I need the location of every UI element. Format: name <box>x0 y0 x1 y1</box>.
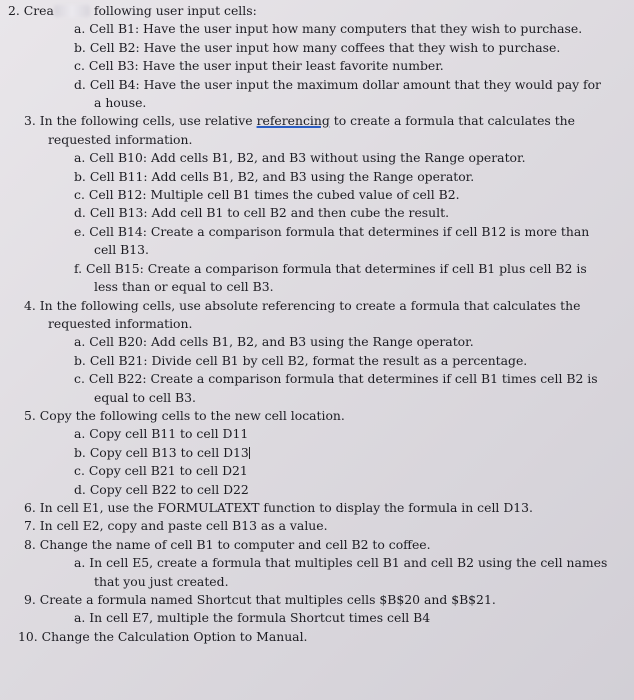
obscured-region <box>54 5 90 17</box>
list-item: d. Copy cell B22 to cell D22 <box>74 481 249 497</box>
list-item: a. Cell B20: Add cells B1, B2, and B3 using the Range operator. <box>74 334 474 350</box>
q7-heading: 7. In cell E2, copy and paste cell B13 as a value. <box>24 518 328 534</box>
list-item-continuation: cell B13. <box>94 242 149 258</box>
q6-heading: 6. In cell E1, use the FORMULATEXT function to display the formula in cell D13. <box>24 499 533 515</box>
list-item: a. In cell E5, create a formula that multiples cell B1 and cell B2 using the cell names <box>74 555 608 571</box>
q2-rest: following user input cells: <box>93 3 257 18</box>
referencing-link: referencing <box>256 113 330 129</box>
q8-heading: 8. Change the name of cell B1 to computer and cell B2 to coffee. <box>24 536 431 552</box>
q9-heading: 9. Create a formula named Shortcut that multiples cells $B$20 and $B$21. <box>24 592 496 607</box>
q3-heading-continuation: requested information. <box>48 131 193 147</box>
list-item: c. Cell B3: Have the user input their least favorite number. <box>74 58 444 74</box>
list-item: b. Cell B11: Add cells B1, B2, and B3 using the Range operator. <box>74 168 475 184</box>
list-item: c. Cell B22: Create a comparison formula that determines if cell B1 times cell B2 is <box>74 371 598 387</box>
list-item: d. Cell B13: Add cell B1 to cell B2 and then cube the result. <box>74 205 450 221</box>
list-item: c. Copy cell B21 to cell D21 <box>74 463 248 479</box>
text-cursor <box>249 447 251 459</box>
list-item: f. Cell B15: Create a comparison formula that determines if cell B1 plus cell B2 is <box>74 260 587 276</box>
list-item-continuation: a house. <box>94 95 147 111</box>
list-item: b. Cell B21: Divide cell B1 by cell B2, format the result as a percentage. <box>74 352 528 368</box>
list-item: a. Cell B10: Add cells B1, B2, and B3 without using the Range operator. <box>74 150 526 166</box>
list-item: b. Copy cell B13 to cell D13 <box>74 444 249 460</box>
list-item-continuation: that you just created. <box>94 573 229 589</box>
q4-heading-continuation: requested information. <box>48 315 193 331</box>
list-item: a. In cell E7, multiple the formula Shortcut times cell B4 <box>74 610 431 626</box>
list-item: e. Cell B14: Create a comparison formula that determines if cell B12 is more than <box>74 223 590 239</box>
list-item-continuation: less than or equal to cell B3. <box>94 279 274 295</box>
q2-number: 2. <box>8 3 20 18</box>
q10-heading: 10. Change the Calculation Option to Manual. <box>18 628 308 644</box>
q2-start: Crea <box>23 3 54 18</box>
q4-heading: 4. In the following cells, use absolute referencing to create a formula that calculates the <box>24 297 581 313</box>
q3-heading: 3. In the following cells, use relative referencing to create a formula that calculates the <box>24 113 575 129</box>
list-item: d. Cell B4: Have the user input the maximum dollar amount that they would pay for <box>74 76 601 92</box>
q5-heading: 5. Copy the following cells to the new cell location. <box>24 407 345 423</box>
list-item: b. Cell B2: Have the user input how many coffees that they wish to purchase. <box>74 39 561 55</box>
list-item-continuation: equal to cell B3. <box>94 389 196 405</box>
list-item: a. Cell B1: Have the user input how many computers that they wish to purchase. <box>74 21 583 37</box>
q2-heading <box>8 2 626 20</box>
list-item: a. Copy cell B11 to cell D11 <box>74 426 249 442</box>
list-item: c. Cell B12: Multiple cell B1 times the cubed value of cell B2. <box>74 187 460 203</box>
